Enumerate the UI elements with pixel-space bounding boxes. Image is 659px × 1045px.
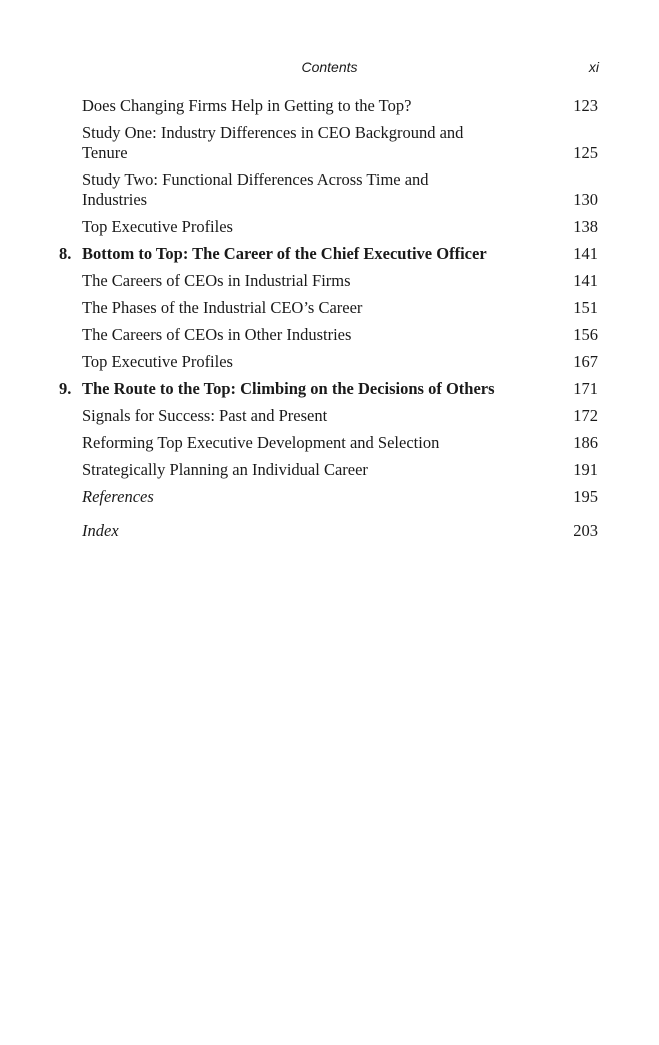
toc-entry-title: Top Executive Profiles — [82, 217, 233, 236]
toc-chapter — [0, 244, 659, 264]
toc-entry-title: Study Two: Functional Differences Across Time and Industries — [82, 170, 429, 209]
chapter-page: 171 — [573, 379, 598, 398]
toc-entry-title: Strategically Planning an Individual Career — [82, 460, 368, 479]
toc-entry-title: The Phases of the Industrial CEO’s Career — [82, 298, 363, 317]
toc-entry-title: Top Executive Profiles — [82, 352, 233, 371]
running-title: Contents — [301, 59, 358, 75]
toc-entry — [0, 298, 659, 318]
toc-entry-page: 123 — [573, 96, 598, 115]
toc-entry — [0, 217, 659, 237]
references-page: 195 — [573, 487, 598, 506]
toc-index — [0, 521, 659, 541]
toc-entry-page: 151 — [573, 298, 598, 317]
toc-entry — [0, 325, 659, 345]
toc-entry-page: 130 — [573, 190, 598, 209]
running-head — [0, 58, 659, 78]
toc-entry — [0, 170, 659, 210]
toc-chapter — [0, 379, 659, 399]
toc-entry — [0, 96, 659, 116]
toc-entry — [0, 352, 659, 372]
toc-entry-page: 186 — [573, 433, 598, 452]
page-number: xi — [588, 59, 599, 75]
toc-entry-page: 172 — [573, 406, 598, 425]
toc-entry — [0, 271, 659, 291]
toc-entry-page: 167 — [573, 352, 598, 371]
toc-entry-title: The Careers of CEOs in Industrial Firms — [82, 271, 351, 290]
toc-entry — [0, 460, 659, 480]
references-title: References — [82, 487, 154, 506]
chapter-page: 141 — [573, 244, 598, 263]
toc-entry-title: Does Changing Firms Help in Getting to the Top? — [82, 96, 412, 115]
chapter-title: The Route to the Top: Climbing on the Decisions of Others — [82, 379, 495, 398]
chapter-title: Bottom to Top: The Career of the Chief Executive Officer — [82, 244, 487, 263]
chapter-number: 8. — [59, 244, 72, 263]
toc-entry-page: 191 — [573, 460, 598, 479]
toc-entry — [0, 406, 659, 426]
toc-entry-page: 141 — [573, 271, 598, 290]
table-of-contents — [0, 96, 659, 555]
toc-entry-title: The Careers of CEOs in Other Industries — [82, 325, 352, 344]
toc-entry-page: 125 — [573, 143, 598, 162]
index-page: 203 — [573, 521, 598, 540]
index-title: Index — [82, 521, 119, 540]
toc-entry-title: Reforming Top Executive Development and Selection — [82, 433, 440, 452]
toc-entry-page: 138 — [573, 217, 598, 236]
toc-entry-title: Signals for Success: Past and Present — [82, 406, 328, 425]
toc-entry — [0, 123, 659, 163]
chapter-number: 9. — [59, 379, 72, 398]
toc-entry — [0, 433, 659, 453]
toc-references — [0, 487, 659, 507]
toc-entry-page: 156 — [573, 325, 598, 344]
toc-entry-title: Study One: Industry Differences in CEO Background and Tenure — [82, 123, 464, 162]
